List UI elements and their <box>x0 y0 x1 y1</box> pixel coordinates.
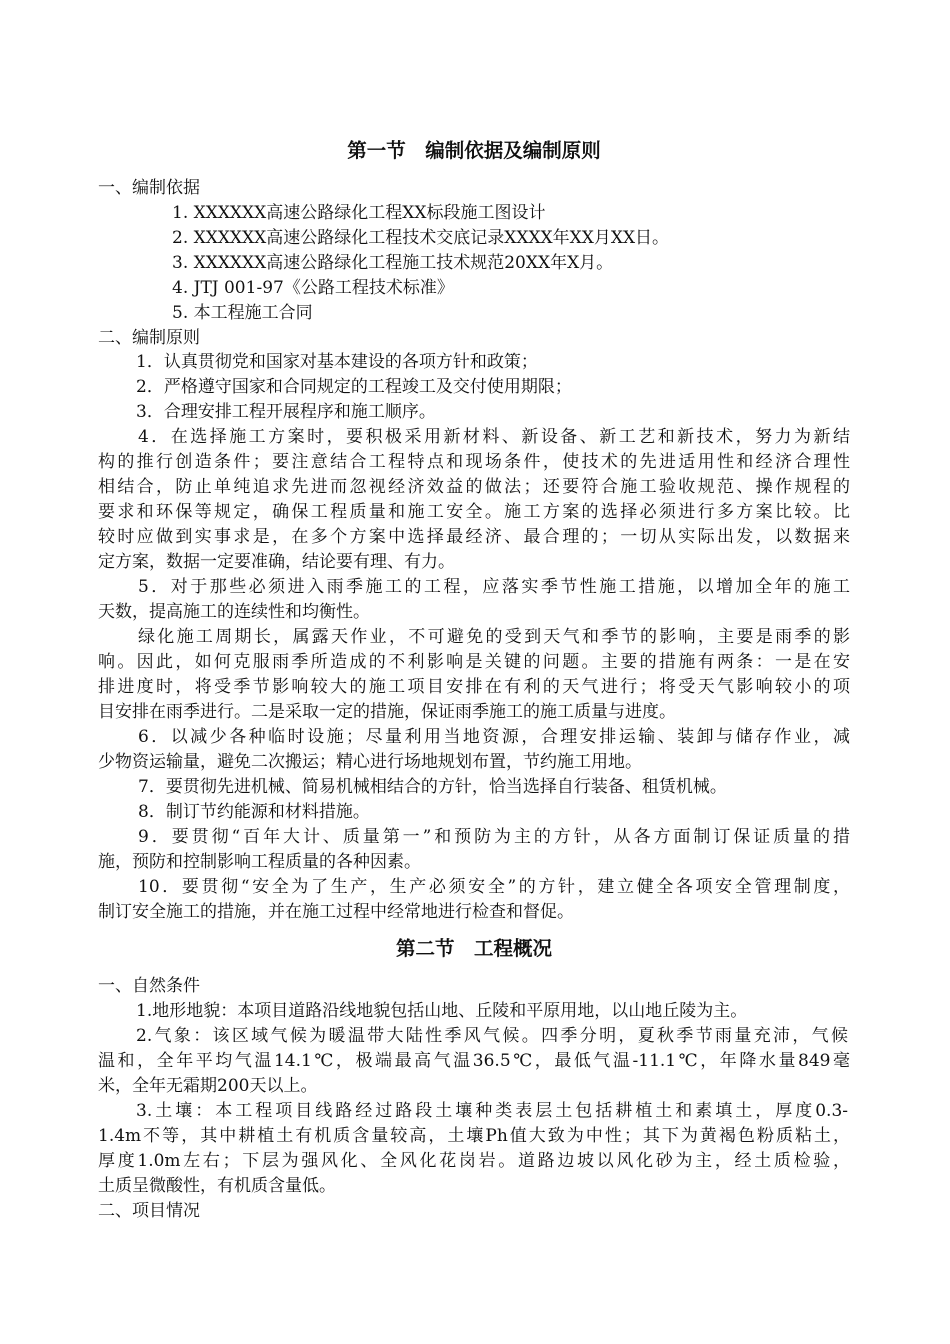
basis-item: 2. XXXXXX高速公路绿化工程技术交底记录XXXX年XX月XX日。 <box>172 228 670 248</box>
principle-line: 6．以减少各种临时设施；尽量利用当地资源，合理安排运输、装卸与储存作业，减 <box>138 727 850 747</box>
principle-heading: 二、编制原则 <box>98 328 200 348</box>
natural-line: 米，全年无霜期200天以上。 <box>98 1076 318 1096</box>
principle-line: 相结合，防止单纯追求先进而忽视经济效益的做法；还要符合施工验收规范、操作规程的 <box>98 477 850 497</box>
principle-line: 要求和环保等规定，确保工程质量和施工安全。施工方案的选择必须进行多方案比较。比 <box>98 502 850 522</box>
principle-line: 5．对于那些必须进入雨季施工的工程，应落实季节性施工措施，以增加全年的施工 <box>138 577 850 597</box>
natural-line: 1.4m不等，其中耕植土有机质含量较高，土壤Ph值大致为中性；其下为黄褐色粉质粘土， <box>98 1126 850 1146</box>
principle-line: 较时应做到实事求是，在多个方案中选择最经济、最合理的；一切从实际出发，以数据来 <box>98 527 850 547</box>
principle-line: 3．合理安排工程开展程序和施工顺序。 <box>136 402 436 422</box>
principle-line: 响。因此，如何克服雨季所造成的不利影响是关键的问题。主要的措施有两条：一是在安 <box>98 652 850 672</box>
natural-line: 3.土壤：本工程项目线路经过路段土壤种类表层土包括耕植土和素填土，厚度0.3- <box>136 1101 848 1121</box>
principle-line: 10．要贯彻“安全为了生产，生产必须安全”的方针，建立健全各项安全管理制度， <box>138 877 850 897</box>
principle-line: 9．要贯彻“百年大计、质量第一”和预防为主的方针，从各方面制订保证质量的措 <box>138 827 850 847</box>
principle-line: 8．制订节约能源和材料措施。 <box>138 802 370 822</box>
principle-line: 绿化施工周期长，属露天作业，不可避免的受到天气和季节的影响，主要是雨季的影 <box>138 627 850 647</box>
principle-line: 7．要贯彻先进机械、简易机械相结合的方针，恰当选择自行装备、租赁机械。 <box>138 777 727 797</box>
basis-item: 1. XXXXXX高速公路绿化工程XX标段施工图设计 <box>172 203 546 223</box>
principle-line: 制订安全施工的措施，并在施工过程中经常地进行检查和督促。 <box>98 902 574 922</box>
principle-line: 目安排在雨季进行。二是采取一定的措施，保证雨季施工的施工质量与进度。 <box>98 702 676 722</box>
natural-line: 厚度1.0m左右；下层为强风化、全风化花岗岩。道路边坡以风化砂为主，经土质检验， <box>98 1151 850 1171</box>
natural-line: 1.地形地貌：本项目道路沿线地貌包括山地、丘陵和平原用地，以山地丘陵为主。 <box>136 1001 748 1021</box>
principle-line: 2．严格遵守国家和合同规定的工程竣工及交付使用期限； <box>136 377 572 397</box>
principle-line: 天数，提高施工的连续性和均衡性。 <box>98 602 370 622</box>
principle-line: 定方案，数据一定要准确，结论要有理、有力。 <box>98 552 455 572</box>
basis-heading: 一、编制依据 <box>98 178 200 198</box>
principle-line: 排进度时，将受季节影响较大的施工项目安排在有利的天气进行；将受天气影响较小的项 <box>98 677 850 697</box>
principle-line: 4．在选择施工方案时，要积极采用新材料、新设备、新工艺和新技术，努力为新结 <box>138 427 850 447</box>
basis-item: 4. JTJ 001-97《公路工程技术标准》 <box>172 278 454 298</box>
natural-line: 温和，全年平均气温14.1℃，极端最高气温36.5℃，最低气温-11.1℃，年降水量849毫 <box>98 1051 850 1071</box>
principle-line: 构的推行创造条件；要注意结合工程特点和现场条件，使技术的先进适用性和经济合理性 <box>98 452 850 472</box>
basis-item: 5. 本工程施工合同 <box>172 303 313 323</box>
natural-line: 2.气象：该区域气候为暖温带大陆性季风气候。四季分明，夏秋季节雨量充沛，气候 <box>136 1026 848 1046</box>
project-heading: 二、项目情况 <box>98 1201 200 1221</box>
basis-item: 3. XXXXXX高速公路绿化工程施工技术规范20XX年X月。 <box>172 253 614 273</box>
natural-line: 土质呈微酸性，有机质含量低。 <box>98 1176 336 1196</box>
section-1-title: 第一节 编制依据及编制原则 <box>347 139 601 162</box>
section-2-title: 第二节 工程概况 <box>395 937 552 960</box>
principle-line: 1．认真贯彻党和国家对基本建设的各项方针和政策； <box>136 352 538 372</box>
principle-line: 施，预防和控制影响工程质量的各种因素。 <box>98 852 421 872</box>
natural-heading: 一、自然条件 <box>98 976 200 996</box>
principle-line: 少物资运输量，避免二次搬运；精心进行场地规划布置，节约施工用地。 <box>98 752 642 772</box>
